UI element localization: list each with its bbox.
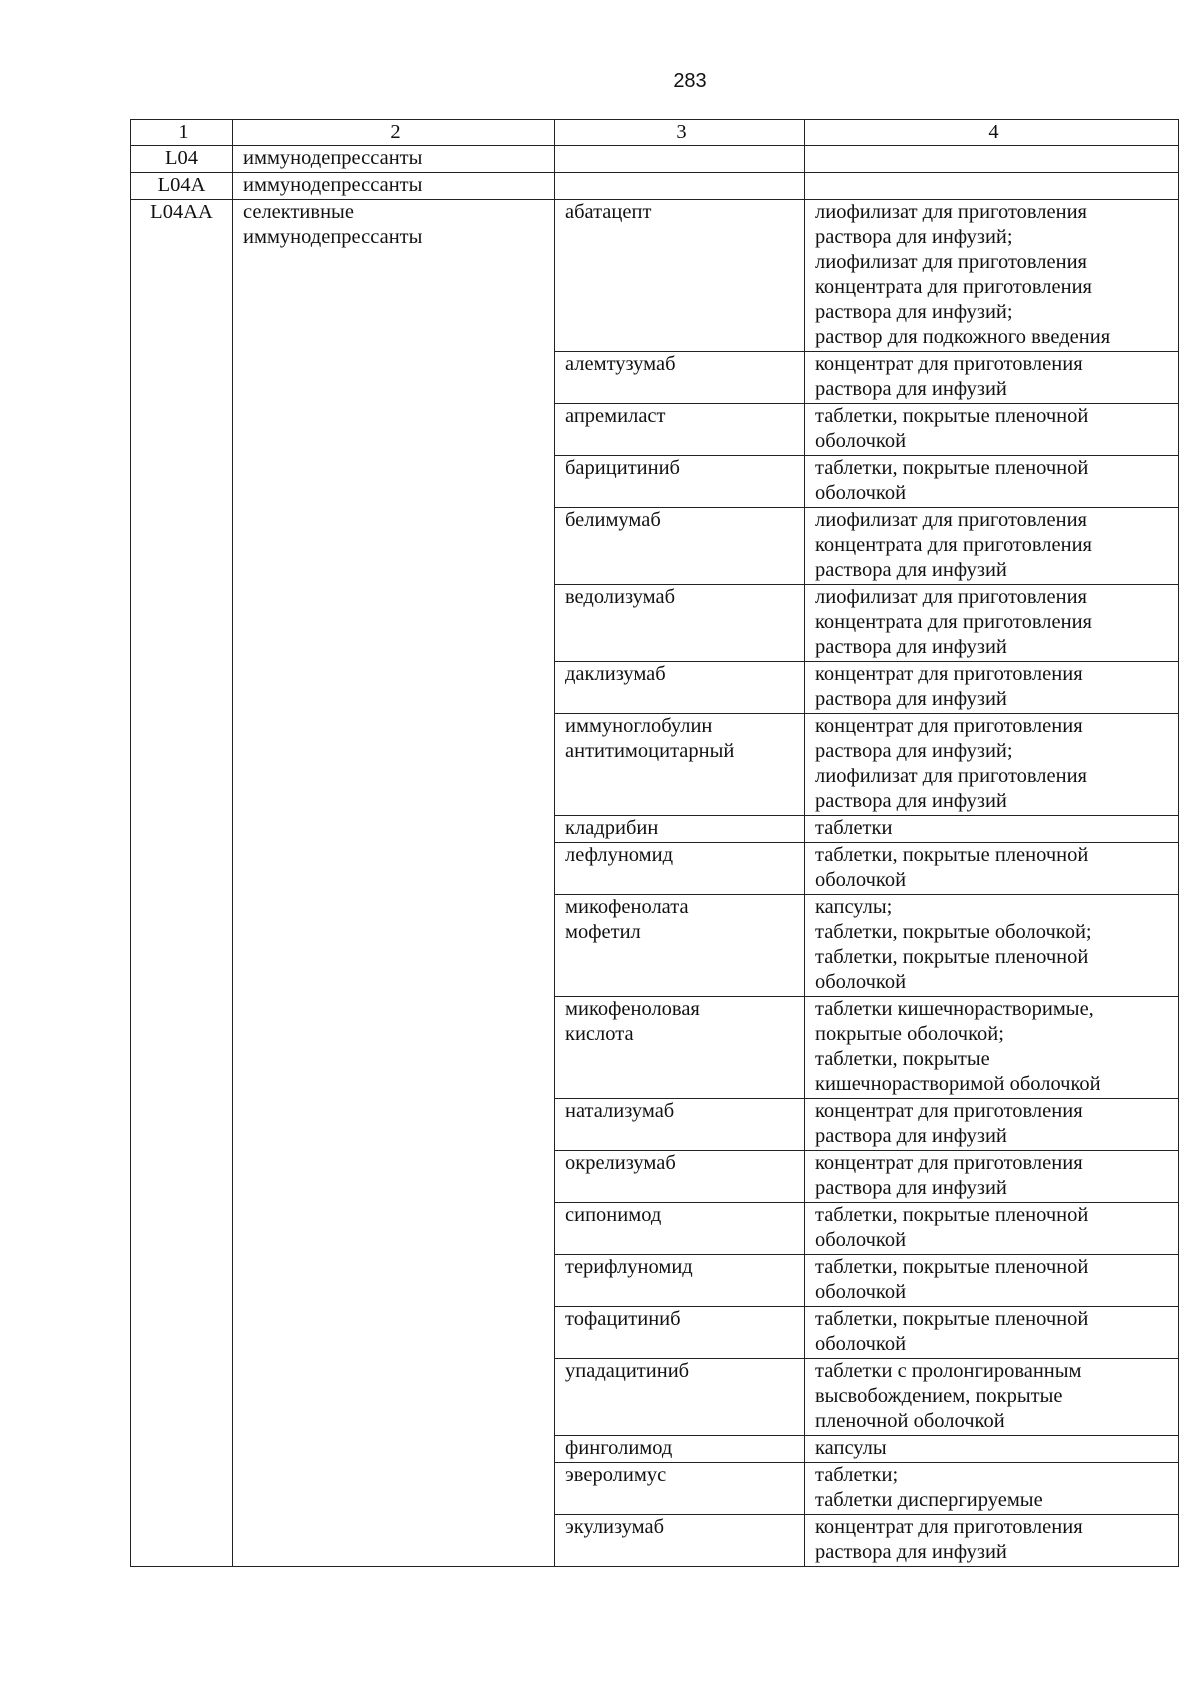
drug-form: лиофилизат для приготовления концентрата для приготовления раствора для инфузий	[805, 585, 1179, 662]
drug-name: эверолимус	[555, 1463, 805, 1515]
drug-table	[130, 119, 1179, 1567]
drug-name: кладрибин	[555, 816, 805, 843]
drug-name: микофеноловая кислота	[555, 997, 805, 1099]
drug-name: окрелизумаб	[555, 1151, 805, 1203]
drug-name: лефлуномид	[555, 843, 805, 895]
empty-cell	[805, 173, 1179, 200]
drug-name: белимумаб	[555, 508, 805, 585]
drug-name: сипонимод	[555, 1203, 805, 1255]
drug-name: даклизумаб	[555, 662, 805, 714]
drug-name: иммуноглобулин антитимоцитарный	[555, 714, 805, 816]
group-name: иммунодепрессанты	[233, 173, 555, 200]
drug-form: концентрат для приготовления раствора для инфузий	[805, 1099, 1179, 1151]
empty-cell	[555, 173, 805, 200]
table-row	[131, 200, 1179, 352]
drug-name: апремиласт	[555, 404, 805, 456]
drug-form: концентрат для приготовления раствора для инфузий	[805, 352, 1179, 404]
group-code: L04	[131, 146, 233, 173]
drug-form: лиофилизат для приготовления концентрата для приготовления раствора для инфузий	[805, 508, 1179, 585]
empty-cell	[555, 146, 805, 173]
drug-form: таблетки, покрытые пленочной оболочкой	[805, 843, 1179, 895]
table-header-row	[131, 120, 1179, 146]
drug-form: таблетки, покрытые пленочной оболочкой	[805, 1307, 1179, 1359]
page-number: 283	[673, 70, 707, 92]
drug-name: финголимод	[555, 1436, 805, 1463]
drug-form: лиофилизат для приготовления раствора для инфузий; лиофилизат для приготовления концентрата для приготовления раствора для инфузий; раствор для подкожного введения	[805, 200, 1179, 352]
drug-form: таблетки, покрытые пленочной оболочкой	[805, 1203, 1179, 1255]
drug-name: ведолизумаб	[555, 585, 805, 662]
group-code: L04AA	[131, 200, 233, 1567]
drug-name: терифлуномид	[555, 1255, 805, 1307]
drug-name: упадацитиниб	[555, 1359, 805, 1436]
group-name: иммунодепрессанты	[233, 146, 555, 173]
group-row-l04	[131, 146, 1179, 173]
drug-form: концентрат для приготовления раствора для инфузий	[805, 1515, 1179, 1567]
drug-form: концентрат для приготовления раствора для инфузий	[805, 662, 1179, 714]
drug-form: таблетки с пролонгированным высвобождением, покрытые пленочной оболочкой	[805, 1359, 1179, 1436]
drug-form: концентрат для приготовления раствора для инфузий; лиофилизат для приготовления раствора для инфузий	[805, 714, 1179, 816]
drug-name: алемтузумаб	[555, 352, 805, 404]
drug-name: барицитиниб	[555, 456, 805, 508]
drug-form: таблетки	[805, 816, 1179, 843]
drug-name: экулизумаб	[555, 1515, 805, 1567]
drug-form: таблетки, покрытые пленочной оболочкой	[805, 404, 1179, 456]
drug-name: абатацепт	[555, 200, 805, 352]
drug-name: тофацитиниб	[555, 1307, 805, 1359]
drug-form: капсулы	[805, 1436, 1179, 1463]
drug-form: таблетки кишечнорастворимые, покрытые оболочкой; таблетки, покрытые кишечнорастворимой оболочкой	[805, 997, 1179, 1099]
group-name: селективные иммунодепрессанты	[233, 200, 555, 1567]
drug-form: таблетки, покрытые пленочной оболочкой	[805, 456, 1179, 508]
column-header-1: 1	[131, 120, 233, 146]
drug-form: таблетки; таблетки диспергируемые	[805, 1463, 1179, 1515]
group-row-l04a	[131, 173, 1179, 200]
drug-name: микофенолата мофетил	[555, 895, 805, 997]
drug-name: натализумаб	[555, 1099, 805, 1151]
drug-form: концентрат для приготовления раствора для инфузий	[805, 1151, 1179, 1203]
column-header-3: 3	[555, 120, 805, 146]
drug-form: капсулы; таблетки, покрытые оболочкой; таблетки, покрытые пленочной оболочкой	[805, 895, 1179, 997]
drug-form: таблетки, покрытые пленочной оболочкой	[805, 1255, 1179, 1307]
column-header-4: 4	[805, 120, 1179, 146]
column-header-2: 2	[233, 120, 555, 146]
empty-cell	[805, 146, 1179, 173]
group-code: L04A	[131, 173, 233, 200]
